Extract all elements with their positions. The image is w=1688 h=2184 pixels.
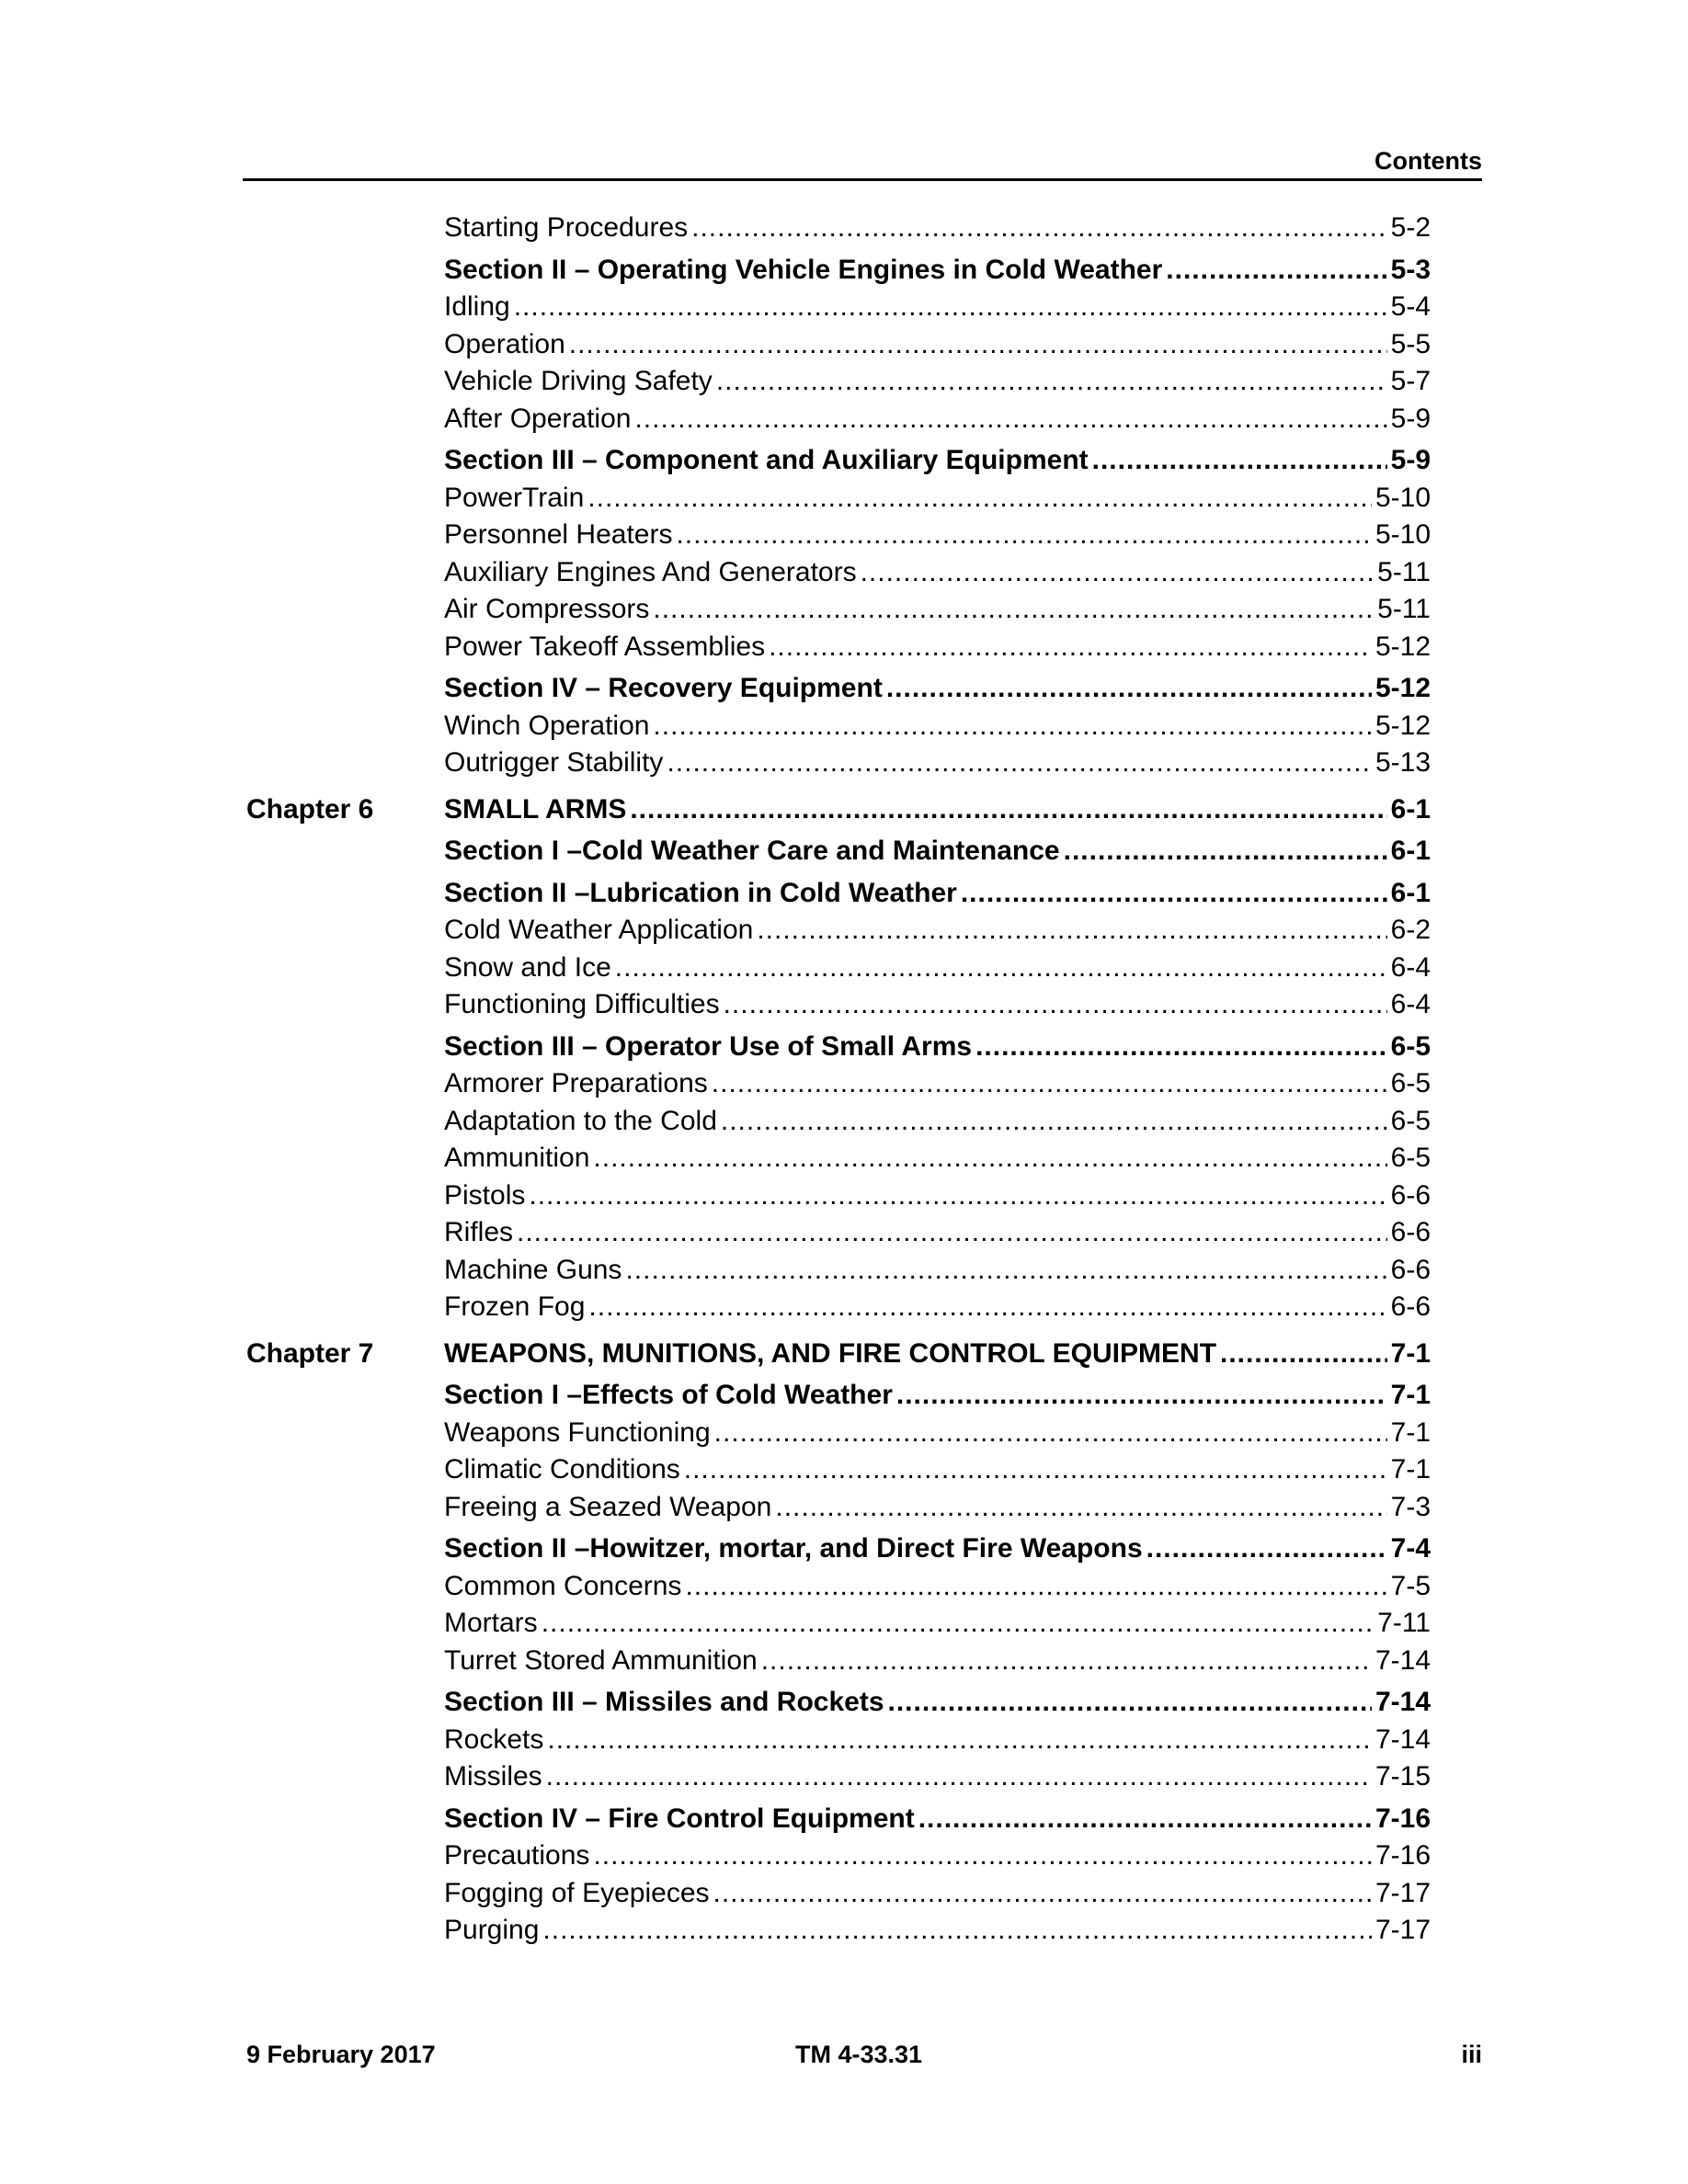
toc-entry-row (444, 1875, 1431, 1913)
toc-entry-page: 5-12 (1374, 631, 1431, 662)
toc-dot-leader (1166, 252, 1386, 290)
toc-entry-row (444, 1912, 1431, 1950)
toc-entry-row (444, 326, 1431, 364)
toc-entry (444, 986, 1431, 1024)
toc-entry-row (444, 1643, 1431, 1680)
toc-entry-row (444, 1415, 1431, 1452)
toc-entry-title: Personnel Heaters (444, 519, 673, 550)
toc-entry-title: Functioning Difficulties (444, 989, 720, 1019)
toc-entry-title: Winch Operation (444, 710, 650, 741)
toc-entry (444, 1837, 1431, 1875)
toc-entry-row (444, 554, 1431, 592)
toc-entry-title: Section II –Howitzer, mortar, and Direct Fire Weapons (444, 1533, 1143, 1564)
toc-entry (444, 1758, 1431, 1796)
toc-dot-leader (761, 1643, 1372, 1680)
toc-entry (444, 1605, 1431, 1643)
toc-dot-leader (529, 1177, 1386, 1215)
toc-entry-page: 5-12 (1374, 710, 1431, 741)
toc-entry-page: 7-4 (1390, 1533, 1431, 1564)
toc-entry-page: 6-5 (1390, 1143, 1431, 1173)
toc-entry-row (444, 629, 1431, 666)
toc-entry (444, 912, 1431, 950)
toc-entry (444, 629, 1431, 666)
toc-entry (444, 791, 1431, 829)
toc-entry (444, 1643, 1431, 1680)
toc-entry-title: Section IV – Recovery Equipment (444, 673, 883, 703)
toc-entry-row (444, 1489, 1431, 1527)
toc-entry (444, 1103, 1431, 1141)
toc-entry (444, 289, 1431, 326)
toc-dot-leader (546, 1758, 1372, 1796)
toc-entry-page: 7-17 (1374, 1915, 1431, 1945)
toc-entry-row (444, 1140, 1431, 1177)
toc-dot-leader (588, 1289, 1386, 1326)
toc-entry (444, 1029, 1431, 1066)
toc-entry-page: 6-6 (1390, 1254, 1431, 1285)
toc-dot-leader (547, 1722, 1372, 1759)
toc-entry-title: Operation (444, 328, 565, 359)
toc-entry-row (444, 1065, 1431, 1103)
toc-entry-title: Power Takeoff Assemblies (444, 631, 766, 662)
toc-entry-title: Purging (444, 1915, 540, 1945)
toc-dot-leader (721, 1103, 1387, 1141)
toc-entry-page: 5-9 (1390, 445, 1431, 475)
toc-entry (444, 708, 1431, 745)
toc-dot-leader (667, 745, 1372, 782)
toc-chapter-row (246, 1336, 1431, 1373)
toc-entry-page: 6-1 (1390, 836, 1431, 866)
toc-section-row (444, 1684, 1431, 1722)
toc-entry-row (444, 986, 1431, 1024)
toc-entry-page: 5-5 (1390, 328, 1431, 359)
toc-entry-row (444, 745, 1431, 782)
toc-entry-page: 5-7 (1390, 366, 1431, 396)
toc-entry-title: Section IV – Fire Control Equipment (444, 1803, 915, 1834)
toc-dot-leader (569, 326, 1387, 364)
toc-entry-page: 6-5 (1390, 1030, 1431, 1062)
toc-entry (444, 1252, 1431, 1290)
toc-entry-page: 6-4 (1390, 951, 1431, 983)
toc-entry (444, 1177, 1431, 1215)
toc-entry-title: Missiles (444, 1761, 542, 1792)
toc-dot-leader (975, 1029, 1387, 1066)
toc-entry-title: Section II – Operating Vehicle Engines in Cold Weather (444, 254, 1163, 285)
toc-entry-title: Armorer Preparations (444, 1068, 708, 1098)
toc-entry-title: PowerTrain (444, 482, 585, 513)
toc-section-row (444, 875, 1431, 913)
toc-entry (444, 1684, 1431, 1722)
toc-entry-row (444, 210, 1431, 247)
toc-entry-row (444, 1177, 1431, 1215)
toc-entry-page: 6-1 (1390, 877, 1431, 908)
toc-entry-page: 6-5 (1390, 1068, 1431, 1098)
toc-entry-title: Frozen Fog (444, 1291, 586, 1322)
toc-entry-title: Section III – Operator Use of Small Arms (444, 1030, 973, 1062)
toc-entry-page: 6-5 (1390, 1105, 1431, 1136)
toc-entry-row (444, 1103, 1431, 1141)
toc-entry-title: Starting Procedures (444, 212, 689, 243)
toc-dot-leader (630, 791, 1386, 829)
toc-entry (444, 1722, 1431, 1759)
toc-entry-page: 6-6 (1390, 1291, 1431, 1322)
toc-chapter-label: Chapter 7 (246, 1337, 374, 1369)
toc-entry-page: 5-9 (1390, 403, 1431, 434)
toc-entry-page: 7-16 (1374, 1803, 1431, 1834)
toc-entry (444, 1415, 1431, 1452)
toc-dot-leader (615, 950, 1387, 987)
table-of-contents (0, 210, 1688, 1950)
toc-entry (444, 442, 1431, 480)
toc-entry-title: Ammunition (444, 1143, 590, 1173)
toc-entry-page: 5-11 (1377, 594, 1431, 624)
toc-dot-leader (634, 401, 1386, 438)
toc-entry-row (444, 1214, 1431, 1252)
toc-entry (444, 833, 1431, 870)
toc-entry-title: Auxiliary Engines And Generators (444, 556, 857, 587)
toc-entry-title: After Operation (444, 403, 632, 434)
toc-entry-page: 5-13 (1374, 747, 1431, 778)
footer-page-number: iii (1461, 2041, 1482, 2068)
toc-entry (444, 1289, 1431, 1326)
toc-entry-title: Adaptation to the Cold (444, 1105, 717, 1136)
toc-entry-title: Weapons Functioning (444, 1416, 711, 1448)
toc-entry-title: Section III – Missiles and Rockets (444, 1687, 884, 1717)
toc-section-row (444, 252, 1431, 290)
toc-dot-leader (1064, 833, 1387, 870)
toc-dot-leader (918, 1801, 1372, 1838)
toc-entry-page: 7-17 (1374, 1877, 1431, 1908)
toc-section-row (444, 1530, 1431, 1568)
toc-entry-page: 5-2 (1390, 212, 1431, 243)
toc-entry (444, 517, 1431, 554)
toc-entry-title: Vehicle Driving Safety (444, 366, 713, 396)
toc-entry (444, 363, 1431, 401)
toc-entry-row (444, 363, 1431, 401)
toc-entry-row (444, 591, 1431, 629)
toc-entry-title: Air Compressors (444, 594, 650, 624)
toc-entry-row (444, 289, 1431, 326)
toc-chapter-row (246, 791, 1431, 829)
toc-entry (444, 210, 1431, 247)
toc-dot-leader (653, 591, 1374, 629)
toc-dot-leader (757, 912, 1386, 950)
toc-dot-leader (861, 554, 1374, 592)
toc-dot-leader (514, 289, 1387, 326)
toc-dot-leader (716, 363, 1387, 401)
toc-entry-row (444, 1837, 1431, 1875)
toc-dot-leader (684, 1451, 1387, 1489)
toc-entry (444, 745, 1431, 782)
toc-entry-row (444, 708, 1431, 745)
toc-entry-row (444, 480, 1431, 518)
toc-entry-page: 7-15 (1374, 1761, 1431, 1792)
toc-dot-leader (517, 1214, 1387, 1252)
toc-entry-page: 6-6 (1390, 1217, 1431, 1247)
toc-entry-row (444, 401, 1431, 438)
toc-entry (444, 1451, 1431, 1489)
toc-entry-row (444, 1289, 1431, 1326)
toc-entry (444, 1801, 1431, 1838)
toc-entry-page: 6-6 (1390, 1179, 1431, 1211)
toc-dot-leader (1092, 442, 1387, 480)
toc-section-row (444, 442, 1431, 480)
toc-section-row (444, 1377, 1431, 1415)
toc-entry-title: Outrigger Stability (444, 747, 664, 778)
toc-entry-title: Climatic Conditions (444, 1454, 680, 1484)
toc-entry (444, 1530, 1431, 1568)
toc-dot-leader (542, 1912, 1372, 1950)
toc-entry (444, 670, 1431, 708)
toc-entry-page: 7-1 (1390, 1416, 1431, 1448)
toc-dot-leader (653, 708, 1372, 745)
toc-entry (444, 950, 1431, 987)
page-header-title: Contents (1374, 147, 1482, 175)
toc-dot-leader (593, 1140, 1386, 1177)
toc-entry-page: 7-14 (1374, 1687, 1431, 1717)
toc-entry-row (444, 1605, 1431, 1643)
toc-entry (444, 1336, 1431, 1373)
toc-entry (444, 554, 1431, 592)
toc-entry-title: WEAPONS, MUNITIONS, AND FIRE CONTROL EQUIPMENT (444, 1337, 1217, 1369)
toc-entry-page: 6-1 (1390, 793, 1431, 825)
toc-entry (444, 480, 1431, 518)
toc-entry-page: 5-3 (1390, 254, 1431, 285)
toc-entry (444, 1140, 1431, 1177)
toc-dot-leader (713, 1875, 1372, 1913)
toc-entry (444, 591, 1431, 629)
toc-section-row (444, 833, 1431, 870)
toc-entry-title: Section I –Effects of Cold Weather (444, 1380, 893, 1410)
toc-dot-leader (676, 517, 1371, 554)
toc-entry-title: Pistols (444, 1179, 526, 1211)
toc-entry-page: 7-1 (1390, 1454, 1431, 1484)
toc-entry-title: Fogging of Eyepieces (444, 1877, 710, 1908)
toc-dot-leader (1220, 1336, 1387, 1373)
toc-entry-title: Cold Weather Application (444, 915, 754, 945)
toc-dot-leader (775, 1489, 1386, 1527)
toc-dot-leader (691, 210, 1387, 247)
toc-dot-leader (593, 1837, 1372, 1875)
toc-entry-title: Snow and Ice (444, 951, 611, 983)
toc-dot-leader (714, 1415, 1387, 1452)
toc-entry-title: Section III – Component and Auxiliary Equipment (444, 445, 1089, 475)
toc-entry-row (444, 912, 1431, 950)
toc-entry-title: Section I –Cold Weather Care and Maintenance (444, 836, 1060, 866)
toc-chapter-label: Chapter 6 (246, 793, 374, 825)
toc-dot-leader (961, 875, 1387, 913)
toc-entry-page: 7-3 (1390, 1491, 1431, 1522)
toc-entry-title: Common Concerns (444, 1570, 682, 1601)
toc-entry-page: 7-1 (1390, 1337, 1431, 1369)
toc-dot-leader (587, 480, 1372, 518)
toc-dot-leader (1146, 1530, 1387, 1568)
toc-entry-row (444, 1568, 1431, 1606)
toc-entry-title: Idling (444, 291, 510, 322)
toc-entry-page: 6-4 (1390, 989, 1431, 1019)
footer-document-id: TM 4-33.31 (794, 2041, 923, 2068)
toc-entry-title: Precautions (444, 1840, 590, 1871)
toc-dot-leader (724, 986, 1387, 1024)
toc-entry (444, 1875, 1431, 1913)
toc-entry-row (444, 1758, 1431, 1796)
toc-entry-page: 7-5 (1390, 1570, 1431, 1601)
toc-entry-page: 5-11 (1377, 556, 1431, 587)
toc-entry-page: 5-4 (1390, 291, 1431, 322)
toc-entry-page: 7-14 (1374, 1644, 1431, 1676)
toc-entry-title: Freeing a Seazed Weapon (444, 1491, 772, 1522)
toc-entry (444, 326, 1431, 364)
toc-entry (444, 252, 1431, 290)
toc-dot-leader (769, 629, 1372, 666)
toc-dot-leader (542, 1605, 1374, 1643)
toc-entry (444, 1065, 1431, 1103)
toc-section-row (444, 1029, 1431, 1066)
toc-section-row (444, 1801, 1431, 1838)
toc-entry-page: 5-12 (1374, 673, 1431, 703)
toc-dot-leader (896, 1377, 1387, 1415)
toc-entry-row (444, 950, 1431, 987)
toc-entry-page: 7-14 (1374, 1723, 1431, 1755)
toc-dot-leader (625, 1252, 1386, 1290)
toc-dot-leader (886, 670, 1372, 708)
header-rule (243, 178, 1482, 181)
toc-entry (444, 401, 1431, 438)
toc-entry (444, 1568, 1431, 1606)
toc-entry-row (444, 1451, 1431, 1489)
toc-entry (444, 1489, 1431, 1527)
toc-dot-leader (888, 1684, 1372, 1722)
toc-entry-title: Turret Stored Ammunition (444, 1644, 758, 1676)
toc-entry (444, 1214, 1431, 1252)
toc-entry-title: Section II –Lubrication in Cold Weather (444, 877, 957, 908)
toc-entry-row (444, 1722, 1431, 1759)
toc-entry-title: SMALL ARMS (444, 793, 627, 825)
toc-dot-leader (685, 1568, 1386, 1606)
toc-entry-page: 7-16 (1374, 1840, 1431, 1871)
toc-entry-page: 5-10 (1374, 482, 1431, 513)
toc-entry-row (444, 517, 1431, 554)
toc-entry-page: 5-10 (1374, 519, 1431, 550)
toc-entry (444, 875, 1431, 913)
toc-entry (444, 1912, 1431, 1950)
toc-entry (444, 1377, 1431, 1415)
toc-entry-page: 7-1 (1390, 1380, 1431, 1410)
footer-date: 9 February 2017 (246, 2041, 436, 2068)
toc-entry-title: Machine Guns (444, 1254, 622, 1285)
toc-entry-row (444, 1252, 1431, 1290)
toc-entry-page: 7-11 (1377, 1608, 1431, 1638)
toc-entry-page: 6-2 (1390, 915, 1431, 945)
toc-entry-title: Rifles (444, 1217, 514, 1247)
toc-dot-leader (712, 1065, 1387, 1103)
toc-section-row (444, 670, 1431, 708)
toc-entry-title: Rockets (444, 1723, 544, 1755)
toc-entry-title: Mortars (444, 1608, 538, 1638)
